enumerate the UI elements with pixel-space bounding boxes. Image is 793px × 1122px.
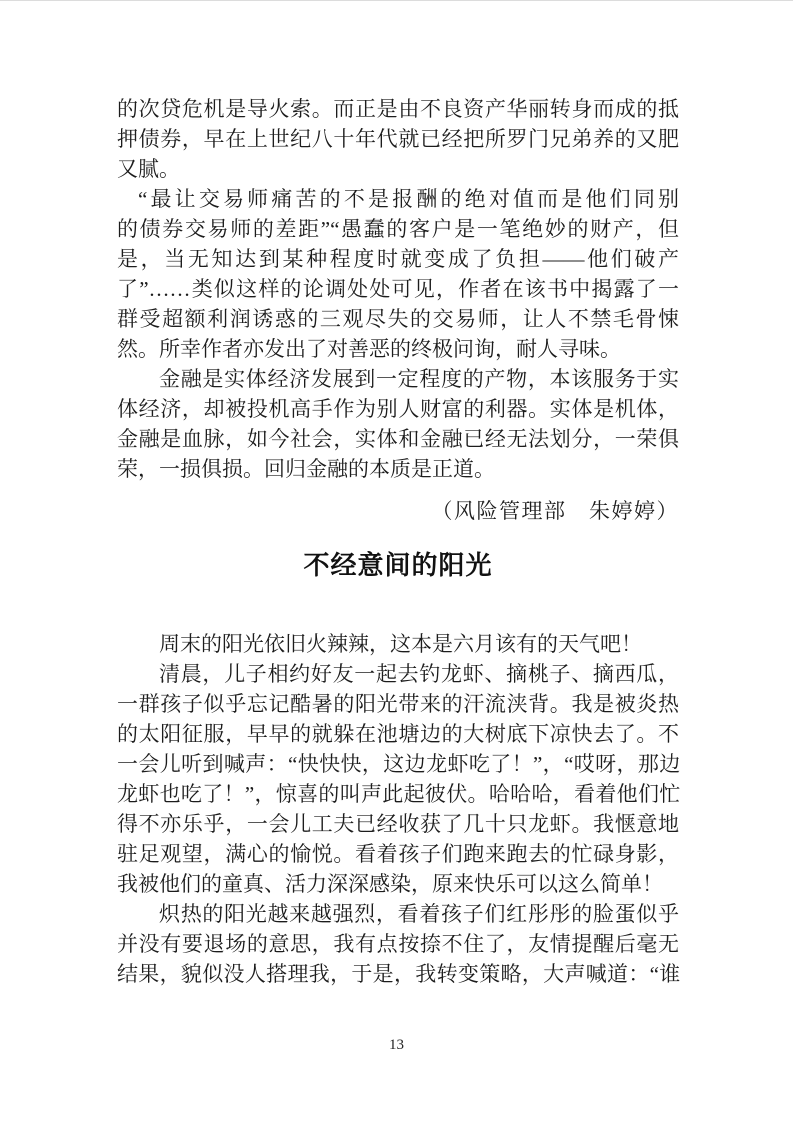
- text-line: 的太阳征服，早早的就躲在池塘边的大树底下凉快去了。不: [117, 722, 679, 746]
- paragraph: [117, 184, 679, 364]
- paragraph: [117, 659, 679, 899]
- text-line: 又腻。: [117, 157, 180, 181]
- text-line: 龙虾也吃了！”，惊喜的叫声此起彼伏。哈哈哈，看着他们忙: [117, 782, 679, 806]
- attribution-line: （风险管理部 朱婷婷）: [431, 499, 679, 523]
- text-line: 了”……类似这样的论调处处可见，作者在该书中揭露了一: [117, 277, 679, 301]
- text-line: 炽热的阳光越来越强烈，看着孩子们红彤彤的脸蛋似乎: [159, 902, 679, 926]
- text-line: 一群孩子似乎忘记酷暑的阳光带来的汗流浃背。我是被炎热: [117, 692, 679, 716]
- paragraph: [117, 364, 679, 484]
- text-line: 金融是实体经济发展到一定程度的产物，本该服务于实: [159, 367, 679, 391]
- text-line: 然。所幸作者亦发出了对善恶的终极问询，耐人寻味。: [117, 337, 621, 361]
- paragraph: [117, 629, 679, 659]
- text-line: 荣，一损俱损。回归金融的本质是正道。: [117, 457, 495, 481]
- text-line: 群受超额利润诱惑的三观尽失的交易师，让人不禁毛骨悚: [117, 307, 679, 331]
- text-line: 结果，貌似没人搭理我，于是，我转变策略，大声喊道：“谁: [117, 962, 679, 986]
- text-line: 驻足观望，满心的愉悦。看着孩子们跑来跑去的忙碌身影，: [117, 842, 679, 866]
- paragraph: [117, 94, 679, 184]
- text-line: 的债券交易师的差距”“愚蠢的客户是一笔绝妙的财产，但: [117, 217, 679, 241]
- page-content: [117, 94, 679, 989]
- article-title: 不经意间的阳光: [303, 551, 493, 580]
- text-line: “最让交易师痛苦的不是报酬的绝对值而是他们同别: [138, 187, 679, 211]
- text-line: 的次贷危机是导火索。而正是由不良资产华丽转身而成的抵: [117, 97, 679, 121]
- text-line: 体经济，却被投机高手作为别人财富的利器。实体是机体，: [117, 397, 679, 421]
- text-line: 周末的阳光依旧火辣辣，这本是六月该有的天气吧！: [159, 632, 642, 656]
- text-line: 金融是血脉，如今社会，实体和金融已经无法划分，一荣俱: [117, 427, 679, 451]
- text-line: 押债券，早在上世纪八十年代就已经把所罗门兄弟养的又肥: [117, 127, 679, 151]
- text-line: 一会儿听到喊声：“快快快，这边龙虾吃了！”，“哎呀，那边: [117, 752, 679, 776]
- text-line: 得不亦乐乎，一会儿工夫已经收获了几十只龙虾。我惬意地: [117, 812, 679, 836]
- text-line: 并没有要退场的意思，我有点按捺不住了，友情提醒后毫无: [117, 932, 679, 956]
- text-line: 是，当无知达到某种程度时就变成了负担——他们破产: [117, 247, 679, 271]
- text-line: 我被他们的童真、活力深深感染，原来快乐可以这么简单！: [117, 872, 663, 896]
- paragraph: [117, 899, 679, 989]
- text-line: 清晨，儿子相约好友一起去钓龙虾、摘桃子、摘西瓜，: [159, 662, 679, 686]
- page-number: 13: [389, 1037, 404, 1053]
